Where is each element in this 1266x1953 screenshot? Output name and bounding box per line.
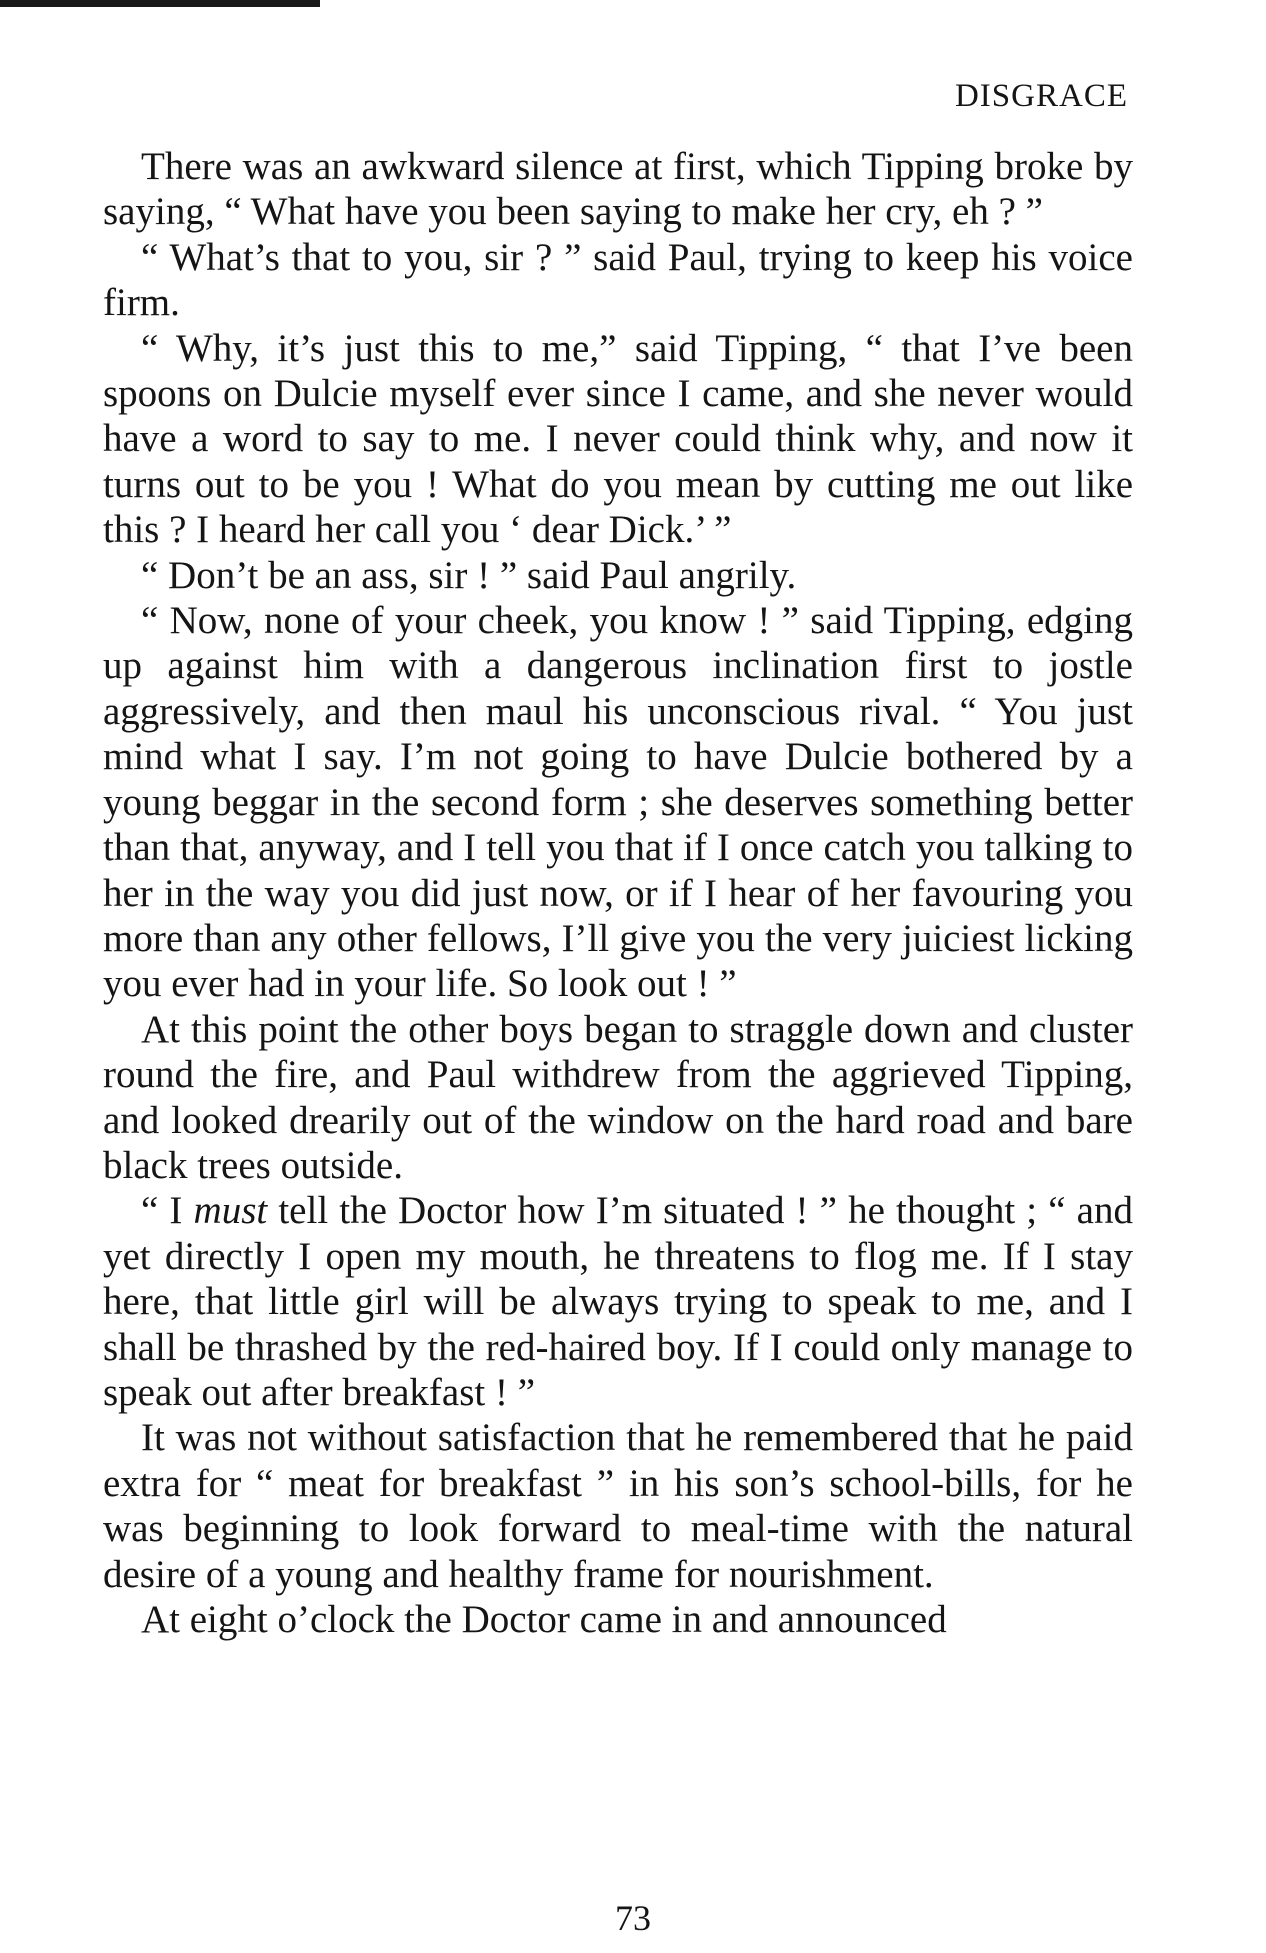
paragraph: “ I must tell the Doctor how I’m situated ! ” he thought ; “ and yet directly I open my mouth, he threatens to flog me. If I stay here, that little girl will be always trying to speak to me, and I shall be thrashed by the red-haired boy. If I could only manage to speak out after breakfast ! ”	[103, 1189, 1133, 1414]
page-number: 73	[615, 1898, 651, 1938]
paragraph: At eight o’clock the Doctor came in and announced	[141, 1598, 947, 1641]
running-head: DISGRACE	[954, 78, 1128, 114]
paragraph: At this point the other boys began to straggle down and cluster round the fire, and Paul withdrew from the aggrieved Tipping, and looked drearily out of the window on the hard road and bare black trees outside.	[103, 1007, 1133, 1187]
paragraph: “ What’s that to you, sir ? ” said Paul, trying to keep his voice firm.	[103, 235, 1133, 325]
paragraph: “ Don’t be an ass, sir ! ” said Paul angrily.	[141, 553, 797, 597]
top-edge-rule	[0, 0, 320, 7]
emphasis-must: must	[193, 1189, 268, 1233]
paragraph: “ Why, it’s just this to me,” said Tipping, “ that I’ve been spoons on Dulcie myself ever since I came, and she never would have a word to say to me. I never could think why, and now it turns out to be you ! What do you mean by cutting me out like this ? I heard her call you ‘ dear Dick.’ ”	[103, 326, 1133, 552]
paragraph: It was not without satisfaction that he remembered that he paid extra for “ meat for breakfast ” in his son’s school-bills, for he was beginning to look forward to meal-time with the natural desire of a young and healthy frame for nourishment.	[103, 1416, 1133, 1596]
paragraph: “ Now, none of your cheek, you know ! ” said Tipping, edging up against him with a dangerous inclination first to jostle aggressively, and then maul his unconscious rival. “ You just mind what I say. I’m not going to have Dulcie bothered by a young beggar in the second form ; she deserves something better than that, anyway, and I tell you that if I once catch you talking to her in the way you did just now, or if I hear of her favouring you more than any other fellows, I’ll give you the very juiciest licking you ever had in your life. So look out ! ”	[103, 599, 1133, 1006]
body-text	[103, 144, 1133, 1642]
paragraph: There was an awkward silence at first, which Tipping broke by saying, “ What have you been saying to make her cry, eh ? ”	[103, 145, 1133, 234]
